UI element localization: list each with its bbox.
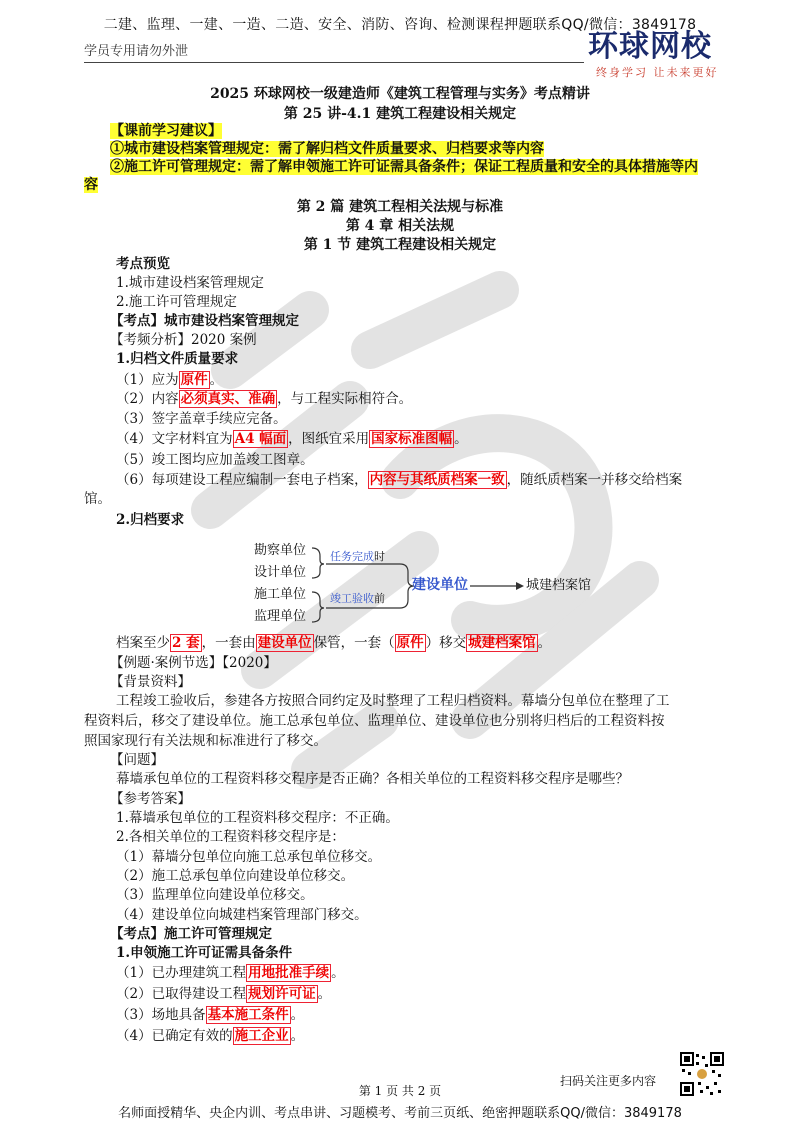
unit-survey: 勘察单位	[254, 543, 307, 558]
unit-construction: 施工单位	[254, 587, 307, 602]
answer-line-1: 1.幕墙承包单位的工程资料移交程序：不正确。	[116, 810, 399, 826]
background-line-2: 程资料后，移交了建设单位。施工总承包单位、监理单位、建设单位也分别将归档后的工程资料按	[84, 713, 665, 729]
question-heading: 【问题】	[110, 752, 164, 768]
node-owner-unit: 建设单位	[412, 577, 468, 593]
condition-1: （1）已办理建筑工程 用地批准手续 。	[116, 965, 345, 981]
scan-prompt: 扫码关注更多内容	[560, 1074, 657, 1088]
condition-3: （3）场地具备 基本施工条件 。	[116, 1007, 305, 1023]
requirement-3: （3）签字盖章手续应完备。	[116, 411, 287, 427]
preview-heading: 考点预览	[116, 256, 170, 272]
lecture-title: 第 25 讲-4.1 建筑工程建设相关规定	[283, 106, 517, 122]
preview-item-1: 1.城市建设档案管理规定	[116, 275, 264, 291]
chapter-heading: 第 4 章 相关法规	[345, 218, 455, 234]
label-task-complete: 任务完成时	[330, 550, 385, 563]
condition-2: （2）已取得建设工程 规划许可证 。	[116, 986, 332, 1002]
topic-1-heading: 【考点】城市建设档案管理规定	[110, 313, 299, 329]
requirement-1: （1）应为 原件 。	[116, 372, 224, 388]
confidential-note: 学员专用请勿外泄	[84, 44, 189, 59]
answer-line-6: （4）建设单位向城建档案管理部门移交。	[116, 907, 368, 923]
archive-flow-diagram	[250, 540, 590, 630]
preview-item-2: 2.施工许可管理规定	[116, 294, 237, 310]
unit-supervision: 监理单位	[254, 609, 307, 624]
brand-logo-icon	[588, 30, 738, 80]
header-contact-line: 二建、监理、一建、一造、二造、安全、消防、咨询、检测课程押题联系QQ/微信：3849178	[103, 17, 697, 33]
page-number: 第 1 页 共 2 页	[358, 1084, 442, 1098]
requirement-2: （2）内容 必须真实、准确 ，与工程实际相符合。	[116, 391, 413, 407]
condition-4: （4）已确定有效的 施工企业 。	[116, 1028, 305, 1044]
node-archive-center: 城建档案馆	[526, 578, 592, 593]
background-heading: 【背景资料】	[110, 674, 191, 690]
topic-2-heading: 【考点】施工许可管理规定	[110, 926, 272, 942]
requirement-6-cont: 馆。	[84, 491, 111, 507]
footer-contact-line: 名师面授精华、央企内训、考点串讲、习题模考、考前三页纸、绝密押题联系QQ/微信：3849178	[118, 1106, 682, 1121]
subsection-quality: 1.归档文件质量要求	[116, 351, 239, 367]
answer-heading: 【参考答案】	[110, 791, 191, 807]
logo-text: 环球网校	[588, 29, 712, 64]
subsection-permit-conditions: 1.申领施工许可证需具备条件	[116, 945, 293, 961]
advice-item-2-cont: 容	[84, 177, 98, 193]
label-completion-acceptance: 竣工验收前	[330, 592, 385, 605]
logo-slogan: 终身学习 让未来更好	[596, 66, 719, 79]
unit-design: 设计单位	[254, 565, 307, 580]
answer-line-3: （1）幕墙分包单位向施工总承包单位移交。	[116, 849, 382, 865]
requirement-5: （5）竣工图均应加盖竣工图章。	[116, 452, 314, 468]
header-divider	[84, 62, 584, 63]
advice-item-1: ①城市建设档案管理规定：需了解归档文件质量要求、归档要求等内容	[110, 141, 544, 157]
frequency-note: 【考频分析】2020 案例	[110, 332, 257, 348]
part-heading: 第 2 篇 建筑工程相关法规与标准	[296, 199, 504, 215]
question-text: 幕墙承包单位的工程资料移交程序是否正确？各相关单位的工程资料移交程序是哪些？	[116, 771, 629, 787]
requirement-6: （6）每项建设工程应编制一套电子档案， 内容与其纸质档案一致 ，随纸质档案一并移交给档案	[116, 472, 683, 488]
answer-line-4: （2）施工总承包单位向建设单位移交。	[116, 868, 355, 884]
answer-line-5: （3）监理单位向建设单位移交。	[116, 887, 314, 903]
requirement-4: （4）文字材料宜为 A4 幅面 ，图纸宜采用 国家标准图幅 。	[116, 431, 468, 447]
advice-item-2: ②施工许可管理规定：需了解申领施工许可证需具备条件；保证工程质量和安全的具体措施等内	[110, 159, 698, 175]
background-line-3: 照国家现行有关法规和标准进行了移交。	[84, 733, 327, 749]
section-heading: 第 1 节 建筑工程建设相关规定	[303, 237, 497, 253]
background-line-1: 工程竣工验收后，参建各方按照合同约定及时整理了工程归档资料。幕墙分包单位在整理了工	[116, 693, 670, 709]
subsection-archive-requirements: 2.归档要求	[116, 512, 185, 528]
answer-line-2: 2.各相关单位的工程资料移交程序是：	[116, 829, 345, 845]
example-heading: 【例题·案例节选】【2020】	[110, 655, 277, 671]
advice-heading: 【课前学习建议】	[110, 123, 222, 139]
doc-title: 2025 环球网校一级建造师《建筑工程管理与实务》考点精讲	[210, 86, 590, 102]
archive-copies-sentence: 档案至少 2 套 ，一套由 建设单位 保管，一套（ 原件 ）移交 城建档案馆 。	[116, 635, 552, 651]
